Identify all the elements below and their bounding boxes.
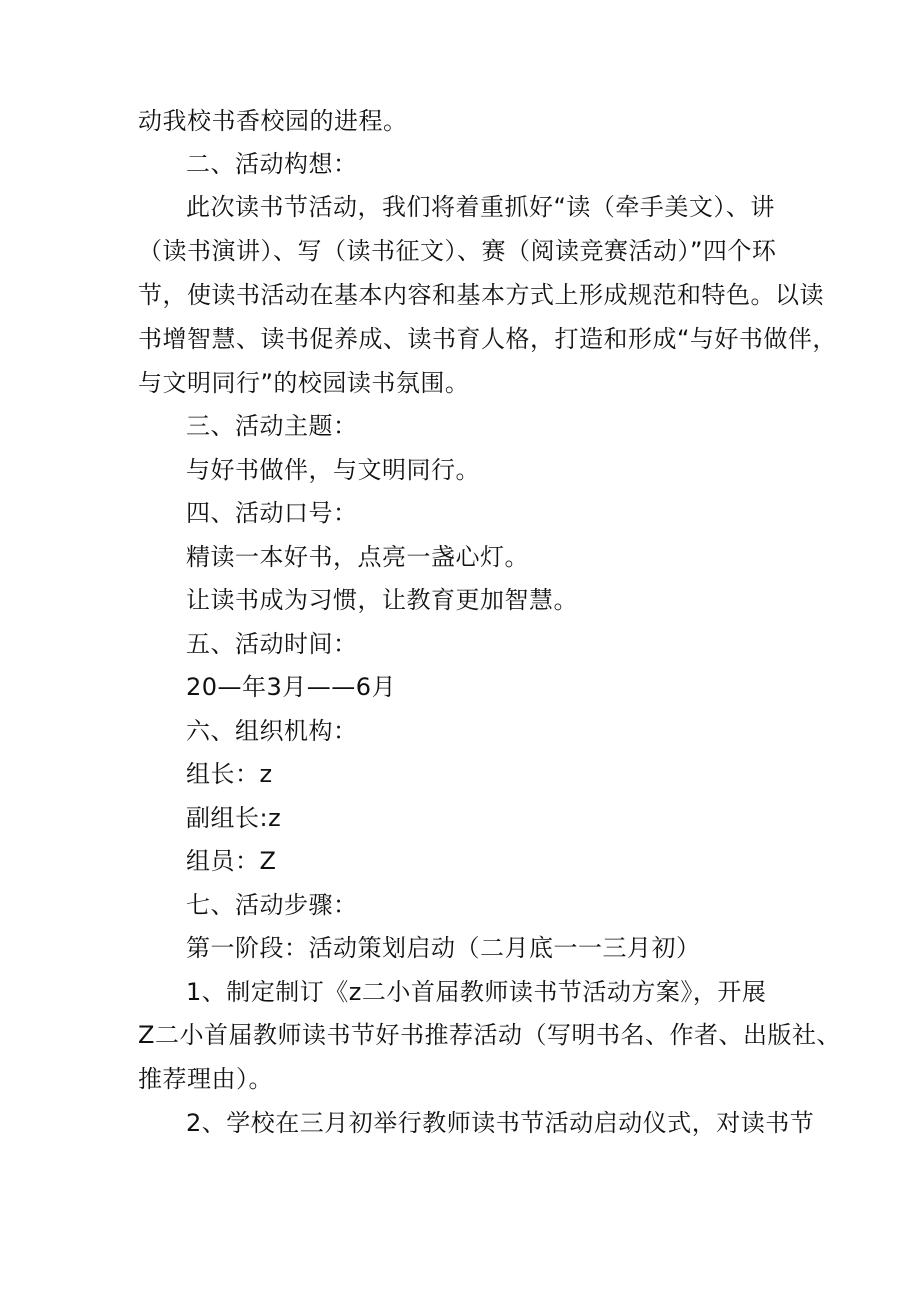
paragraph-line: 与好书做伴，与文明同行。	[186, 456, 480, 484]
paragraph-line: 推荐理由）。	[138, 1065, 273, 1093]
paragraph-line: Z二小首届教师读书节好书推荐活动（写明书名、作者、出版社、	[138, 1021, 841, 1049]
section-heading: 四、活动口号：	[186, 499, 358, 527]
paragraph-line: 组长：z	[186, 760, 273, 788]
paragraph-line: 书增智慧、读书促养成、读书育人格，打造和形成“与好书做伴，	[138, 325, 837, 353]
paragraph-line: 节，使读书活动在基本内容和基本方式上形成规范和特色。以读	[138, 281, 824, 309]
section-heading: 二、活动构想：	[186, 150, 358, 178]
paragraph-line: 2、学校在三月初举行教师读书节活动启动仪式，对读书节	[186, 1109, 815, 1137]
section-heading: 七、活动步骤：	[186, 891, 358, 919]
paragraph-line: 此次读书节活动，我们将着重抓好“读（牵手美文）、讲	[186, 193, 775, 221]
section-heading: 五、活动时间：	[186, 630, 358, 658]
paragraph-line: 与文明同行”的校园读书氛围。	[138, 369, 470, 397]
paragraph-line: 精读一本好书，点亮一盏心灯。	[186, 543, 529, 571]
section-heading: 六、组织机构：	[186, 717, 358, 745]
paragraph-line: 动我校书香校园的进程。	[138, 107, 408, 135]
paragraph-line: 20—年3月——6月	[186, 673, 397, 701]
paragraph-line: （读书演讲）、写（读书征文）、赛（阅读竞赛活动）”四个环	[138, 237, 777, 265]
paragraph-line: 组员：Z	[186, 847, 277, 875]
paragraph-line: 第一阶段：活动策划启动（二月底一一三月初）	[186, 934, 701, 962]
paragraph-line: 副组长:z	[186, 804, 282, 832]
paragraph-line: 让读书成为习惯，让教育更加智慧。	[186, 586, 578, 614]
section-heading: 三、活动主题：	[186, 412, 358, 440]
paragraph-line: 1、制定制订《z二小首届教师读书节活动方案》，开展	[186, 978, 767, 1006]
